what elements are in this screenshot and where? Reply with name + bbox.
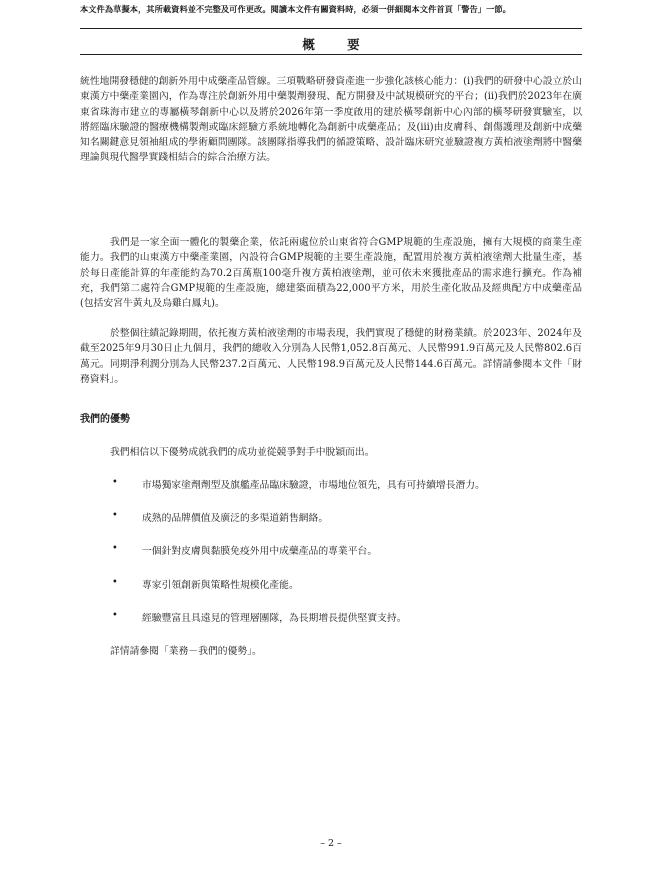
draft-warning-notice: 本文件為草擬本，其所載資料並不完整及可作更改。閱讀本文件有關資料時，必須一併細閱本文件首頁「警告」一節。 — [80, 4, 511, 14]
list-item-text: 成熟的品牌價值及廣泛的多渠道銷售網絡。 — [142, 513, 329, 524]
list-item-text: 專家引領創新與策略性規模化產能。 — [142, 580, 299, 591]
bullet-icon: • — [112, 577, 118, 588]
list-item-text: 經驗豐富且具遠見的管理層團隊，為長期增長提供堅實支持。 — [142, 613, 407, 624]
list-item-text: 市場獨家塗劑劑型及旗艦產品臨床驗證，市場地位領先，具有可持續增長潛力。 — [142, 480, 485, 491]
page-title: 概 要 — [302, 37, 374, 52]
strengths-intro: 我們相信以下優勢成就我們的成功並從競爭對手中脫穎而出。 — [110, 447, 375, 458]
bullet-icon: • — [112, 610, 118, 621]
section-heading-strengths: 我們的優勢 — [80, 414, 130, 425]
header-top-rule — [80, 28, 582, 29]
list-item-text: 一個針對皮膚與黏膜免疫外用中成藥產品的專業平台。 — [142, 546, 378, 557]
strengths-cross-reference: 詳情請參閱「業務－我們的優勢」。 — [110, 646, 262, 657]
page-number: – 2 – — [320, 838, 342, 849]
paragraph-manufacturing: 我們是一家全面一體化的製藥企業，依託兩處位於山東省符合GMP規範的生產設施，擁有大規模的商業生產能力。我們的山東漢方中藥產業園，內設符合GMP規範的主要生產設施，配置用於複方黃柏液塗劑大批量生產，基於每日產能計算的年產能約為70.2百萬瓶100毫升複方黃柏液塗劑，並可依未來獲批產品的需求進行擴充。作為補充，我們第二處符合GMP規範的生產設施，總建築面積為22,000平方米，用於生產化妝品及經典配方中成藥產品(包括安宮牛黃丸及烏雞白鳳丸)。 — [80, 237, 582, 310]
header-bottom-rule — [80, 54, 582, 55]
paragraph-financials: 於整個往績記錄期間，依托複方黃柏液塗劑的市場表現，我們實現了穩健的財務業績。於2023年、2024年及截至2025年9月30日止九個月，我們的總收入分別為人民幣1,052.8百萬元、人民幣991.9百萬元及人民幣802.6百萬元。同期淨利潤分別為人民幣237.2百萬元、人民幣198.9百萬元及人民幣144.6百萬元。詳情請參閱本文件「財務資料」。 — [80, 328, 582, 385]
bullet-icon: • — [112, 543, 118, 554]
bullet-icon: • — [112, 510, 118, 521]
paragraph-pipeline: 統性地開發穩健的創新外用中成藥產品管線。三項戰略研發資產進一步強化該核心能力：(i)我們的研發中心設立於山東漢方中藥產業園內，作為專注於創新外用中藥製劑發現、配方開發及中試規模研究的平台；(ii)我們於2023年在廣東省珠海市建立的專屬橫琴創新中心以及將於2026年第一季度啟用的建於橫琴創新中心內部的橫琴研發實驗室，以將經臨床驗證的醫療機構製劑或臨床經驗方系統地轉化為創新中成藥產品；及(iii)由皮膚科、創傷護理及創新中成藥知名關鍵意見領袖組成的學術顧問團隊。該團隊指導我們的循證策略、設計臨床研究並驗證複方黃柏液塗劑將中醫藥理論與現代醫學實踐相結合的綜合治療方法。 — [80, 76, 582, 164]
bullet-icon: • — [112, 477, 118, 488]
